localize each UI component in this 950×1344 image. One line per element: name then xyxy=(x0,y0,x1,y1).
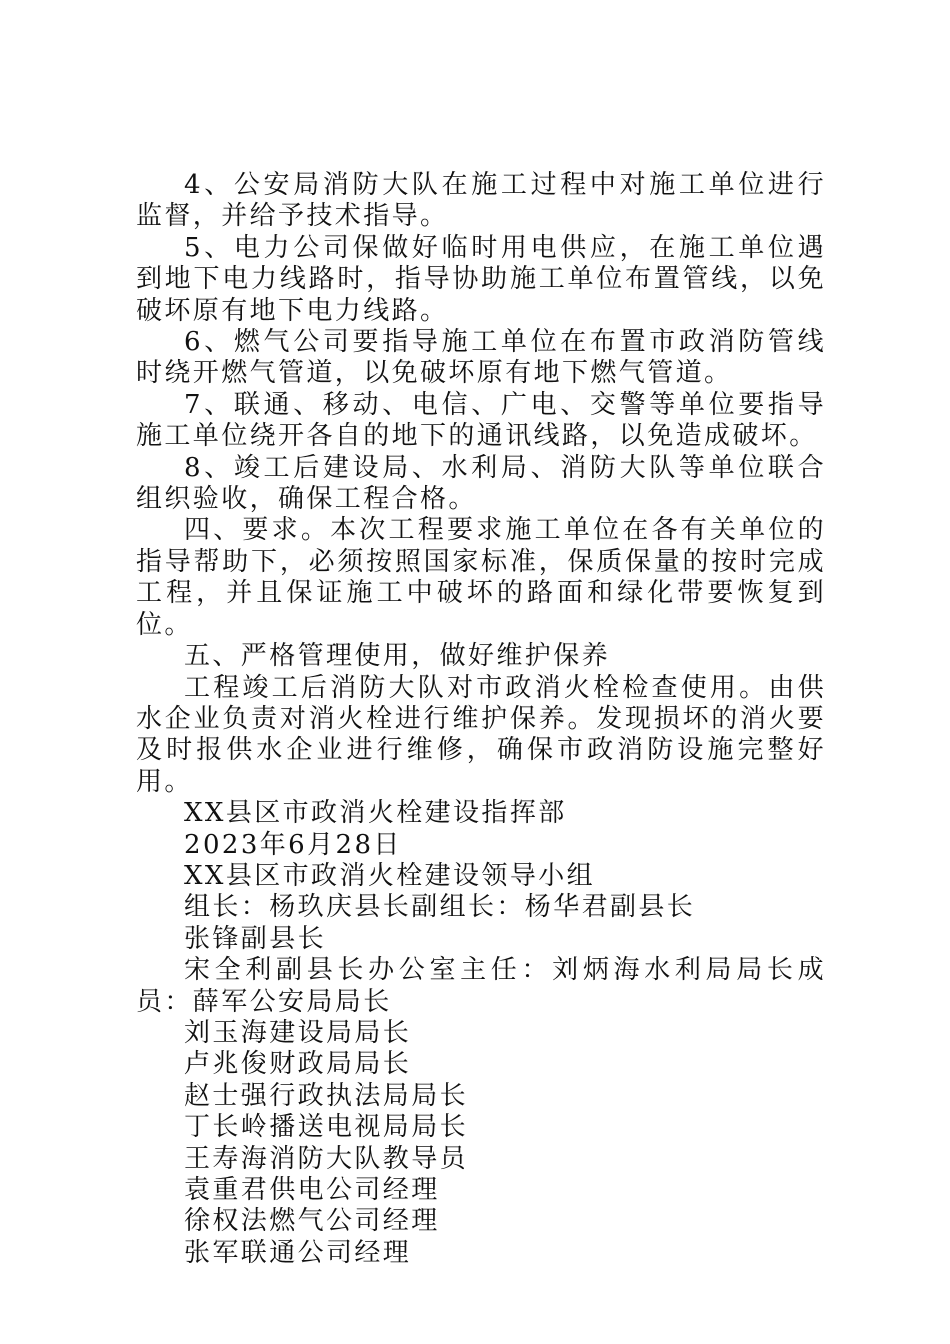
document-body xyxy=(136,170,826,1269)
paragraph-item-8: 8、竣工后建设局、水利局、消防大队等单位联合组织验收，确保工程合格。 xyxy=(136,452,826,515)
leadership-line: 宋全利副县长办公室主任：刘炳海水利局局长成员：薛军公安局局长 xyxy=(136,955,826,1017)
leadership-line: 赵士强行政执法局局长 xyxy=(184,1080,469,1111)
paragraph-item-4: 4、公安局消防大队在施工过程中对施工单位进行监督，并给予技术指导。 xyxy=(136,170,826,232)
leadership-line: 徐权法燃气公司经理 xyxy=(184,1206,440,1237)
leadership-line: 刘玉海建设局局长 xyxy=(184,1017,412,1048)
signature-org: XX县区市政消火栓建设指挥部 xyxy=(184,798,567,829)
section-heading-maintenance: 五、严格管理使用，做好维护保养 xyxy=(184,641,611,672)
section-requirements: 四、要求。本次工程要求施工单位在各有关单位的指导帮助下，必须按照国家标准，保质保量的按时完成工程，并且保证施工中破坏的路面和绿化带要恢复到位。 xyxy=(136,515,826,640)
leadership-line: 张锋副县长 xyxy=(184,923,327,954)
leadership-line: 卢兆俊财政局局长 xyxy=(184,1049,412,1080)
paragraph-item-7: 7、联通、移动、电信、广电、交警等单位要指导施工单位绕开各自的地下的通讯线路，以免造成破坏。 xyxy=(136,389,826,452)
leadership-line: 丁长岭播送电视局局长 xyxy=(184,1112,469,1143)
leadership-line: 组长：杨玖庆县长副组长：杨华君副县长 xyxy=(184,892,696,923)
paragraph-item-6: 6、燃气公司要指导施工单位在布置市政消防管线时绕开燃气管道，以免破坏原有地下燃气管道。 xyxy=(136,327,826,389)
paragraph-maintenance: 工程竣工后消防大队对市政消火栓检查使用。由供水企业负责对消火栓进行维护保养。发现损坏的消火要及时报供水企业进行维修，确保市政消防设施完整好用。 xyxy=(136,672,826,797)
leadership-line: 袁重君供电公司经理 xyxy=(184,1175,440,1205)
paragraph-item-5: 5、电力公司保做好临时用电供应，在施工单位遇到地下电力线路时，指导协助施工单位布置管线，以免破坏原有地下电力线路。 xyxy=(136,232,826,326)
leadership-title: XX县区市政消火栓建设领导小组 xyxy=(184,860,596,891)
signature-date: 2023年6月28日 xyxy=(184,829,402,860)
leadership-line: 王寿海消防大队教导员 xyxy=(184,1143,469,1174)
leadership-line: 张军联通公司经理 xyxy=(184,1237,412,1268)
